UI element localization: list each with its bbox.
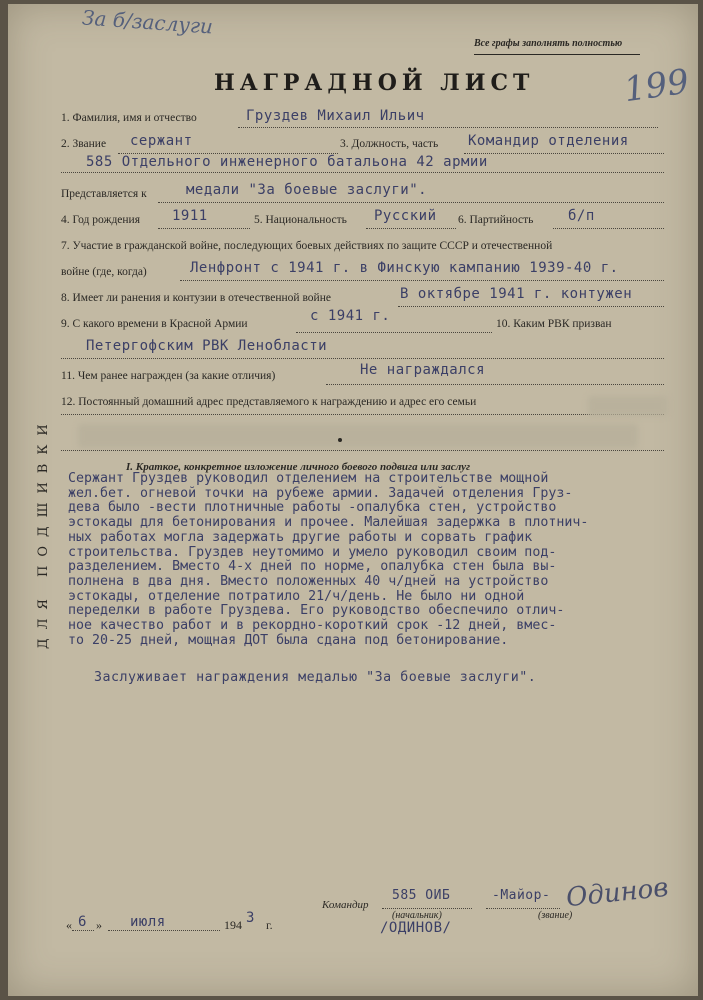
field-8-label: 8. Имеет ли ранения и контузии в отечественной войне xyxy=(61,292,331,304)
presented-line xyxy=(158,202,664,203)
field-2-value: сержант xyxy=(130,133,193,149)
field-2-label: 2. Звание xyxy=(61,138,107,150)
field-9-line xyxy=(296,332,492,333)
field-4-label: 4. Год рождения xyxy=(61,214,140,226)
note-divider xyxy=(474,54,640,55)
commander-name: /ОДИНОВ/ xyxy=(380,920,452,936)
field-1-value: Груздев Михаил Ильич xyxy=(246,108,425,124)
field-5-line xyxy=(366,228,456,229)
commander-unit: 585 ОИБ xyxy=(392,888,451,903)
date-month-line xyxy=(108,930,220,931)
commander-caption: (начальник) xyxy=(392,910,442,921)
handwritten-signature: Одинов xyxy=(564,872,670,914)
narrative-line: ных работах могла задержать другие работы и сорвать график xyxy=(68,529,533,545)
field-6-label: 6. Партийность xyxy=(458,214,534,226)
narrative-line: строительства. Груздев неутомимо и умело руководил своим под- xyxy=(68,544,557,560)
field-7-line xyxy=(180,280,664,281)
redacted-address-1 xyxy=(588,396,668,416)
unit-line xyxy=(61,172,664,173)
narrative-line: ное качество работ и в рекордно-короткий срок -12 дней, вмес- xyxy=(68,618,557,634)
field-7-value: Ленфронт с 1941 г. в Финскую кампанию 1939-40 г. xyxy=(190,260,619,276)
presented-label: Представляется к xyxy=(61,188,147,200)
field-12-label: 12. Постоянный домашний адрес представляемого к награждению и адрес его семьи xyxy=(61,396,477,408)
date-quote-open: « xyxy=(66,918,72,932)
field-3-label: 3. Должность, часть xyxy=(340,138,439,150)
field-8-value: В октябре 1941 г. контужен xyxy=(400,286,633,302)
narrative-line: эстокады для бетонирования и прочее. Малейшая задержка в плотнич- xyxy=(68,515,589,531)
date-year-typed: 3 xyxy=(246,910,255,926)
narrative-line: дева было -вести плотничные работы -опалубка стен, устройство xyxy=(68,500,557,516)
unit-sign-line xyxy=(382,908,472,909)
presented-value: медали "За боевые заслуги". xyxy=(186,182,428,198)
narrative-line: жел.бет. огневой точки на рубеже армии. Задачей отделения Груз- xyxy=(68,485,573,501)
field-5-label: 5. Национальность xyxy=(254,214,347,226)
narrative-line: эстокады, отделение потратило 21/ч/день. Не было ни одной xyxy=(68,588,525,604)
date-day-line xyxy=(72,930,94,931)
narrative-line: переделки в работе Груздева. Его руководство обеспечило отлич- xyxy=(68,603,565,619)
page-number: 199 xyxy=(621,61,692,111)
date-year-printed: 194 xyxy=(224,918,242,932)
commander-label: Командир xyxy=(322,899,369,911)
field-11-line xyxy=(326,384,664,385)
unit-value: 585 Отдельного инженерного батальона 42 армии xyxy=(86,154,488,170)
sidebar-binding-label: ДЛЯ ПОДШИВКИ xyxy=(36,415,51,649)
all-columns-note: Все графы заполнять полностью xyxy=(474,38,623,49)
field-6-line xyxy=(553,228,664,229)
date-month: июля xyxy=(130,914,166,930)
field-12-line-2 xyxy=(61,450,664,451)
narrative-line: полнена в два дня. Вместо положенных 40 ч/дней на устройство xyxy=(68,573,549,589)
field-11-value: Не награждался xyxy=(360,362,486,378)
field-3-line xyxy=(464,153,664,154)
field-12-line-1 xyxy=(61,414,664,415)
date-year-suffix: г. xyxy=(266,918,273,932)
conclusion: Заслуживает награждения медалью "За боевые заслуги". xyxy=(94,670,537,685)
narrative-line: Сержант Груздев руководил отделением на строительстве мощной xyxy=(68,471,549,486)
section-heading: I. Краткое, конкретное изложение личного боевого подвига или заслуг xyxy=(126,461,471,473)
field-10-label: 10. Каким РВК призван xyxy=(496,318,612,330)
document-title: НАГРАДНОЙ ЛИСТ xyxy=(214,70,535,96)
date-quote-close: » xyxy=(96,918,102,932)
field-1-line xyxy=(238,127,658,128)
field-5-value: Русский xyxy=(374,208,437,224)
redacted-address-2 xyxy=(78,424,638,448)
rank-line xyxy=(486,908,560,909)
field-3-value: Командир отделения xyxy=(468,133,629,149)
field-4-line xyxy=(158,228,250,229)
field-8-line xyxy=(398,306,664,307)
field-4-value: 1911 xyxy=(172,208,208,224)
field-7-label-a: 7. Участие в гражданской войне, последующих боевых действиях по защите СССР и отечественной xyxy=(61,240,553,252)
field-11-label: 11. Чем ранее награжден (за какие отличия) xyxy=(61,370,276,382)
corner-note: За б/заслуги xyxy=(81,5,214,39)
field-7-label-b: войне (где, когда) xyxy=(61,266,147,278)
field-1-label: 1. Фамилия, имя и отчество xyxy=(61,112,197,124)
rank-caption: (звание) xyxy=(538,910,573,921)
field-9-value: с 1941 г. xyxy=(310,308,391,324)
narrative-text xyxy=(68,472,703,648)
date-day: 6 xyxy=(78,914,87,930)
award-sheet xyxy=(8,4,698,996)
ink-dot xyxy=(338,438,342,442)
field-9-label: 9. С какого времени в Красной Армии xyxy=(61,318,248,330)
commander-rank: -Майор- xyxy=(492,888,551,903)
field-6-value: б/п xyxy=(568,208,595,224)
field-10-value: Петергофским РВК Ленобласти xyxy=(86,338,328,354)
narrative-line: разделением. Вместо 4-х дней по норме, опалубка стен была вы- xyxy=(68,559,557,575)
field-10-line xyxy=(61,358,664,359)
narrative-line: то 20-25 дней, мощная ДОТ была сдана под бетонирование. xyxy=(68,632,509,648)
